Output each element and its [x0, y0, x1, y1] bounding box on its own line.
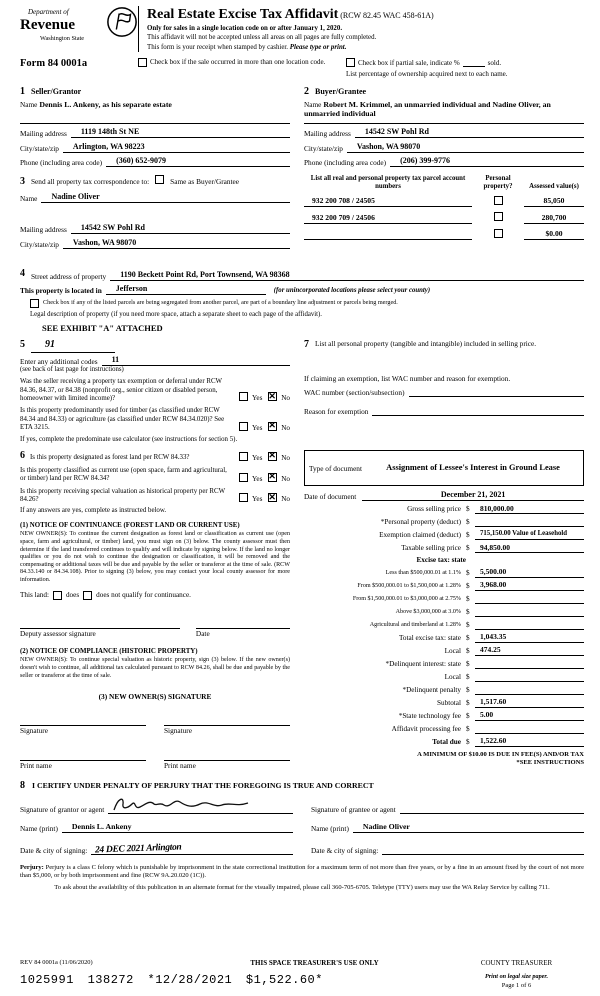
form-title-rcw: (RCW 82.45 WAC 458-61A) — [340, 11, 434, 20]
buyer-heading: Buyer/Grantee — [315, 87, 367, 97]
dollar-sign: $ — [466, 607, 470, 616]
additional-codes-field[interactable]: 11 — [102, 355, 290, 366]
correspondence-name-field[interactable]: Nadine Oliver — [41, 192, 290, 203]
yes-label: Yes — [251, 453, 263, 462]
taxable-selling-price-field[interactable]: 94,850.00 — [475, 543, 584, 554]
exemption-claimed-label: Exemption claimed (deduct) — [379, 531, 461, 540]
header-note-2: This affidavit will not be accepted unless all areas on all pages are fully completed. — [147, 34, 377, 42]
grantee-signature-label: Signature of grantee or agent — [311, 804, 396, 814]
county-treasurer-label: COUNTY TREASURER — [480, 959, 553, 968]
parties-row — [20, 86, 584, 167]
unincorporated-note: (for unincorporated locations please select your county) — [273, 286, 431, 294]
no-checkbox[interactable] — [268, 473, 277, 482]
seller-phone-field[interactable]: (360) 652-9079 — [106, 156, 290, 167]
see-instructions-note: *SEE INSTRUCTIONS — [516, 758, 584, 766]
grantee-print-name-field[interactable] — [353, 822, 584, 833]
taxable-selling-price-label: Taxable selling price — [401, 544, 461, 553]
buyer-name-field[interactable] — [304, 100, 584, 124]
section-3-number: 3 — [20, 176, 25, 188]
grantor-date-city-value: 24 DEC 2021 Arlington — [95, 842, 182, 856]
section-4-number: 4 — [20, 268, 25, 280]
timber-agriculture-question: Is this property predominantly used for timber (as classified under RCW 84.34 and 84.33) or agriculture (as classified under RCW 84.34.020)? See ETA 3215. — [20, 407, 225, 432]
additional-codes-label: Enter any additional codes — [20, 356, 98, 366]
buyer-csz-label: City/state/zip — [304, 143, 343, 153]
no-label: No — [281, 453, 290, 462]
dollar-sign: $ — [466, 646, 470, 655]
dollar-sign: $ — [466, 672, 470, 681]
total-excise-state-label: Total excise tax: state — [399, 633, 461, 642]
certification-section — [20, 780, 584, 855]
excise-tax-panel — [302, 450, 584, 770]
form-title: Real Estate Excise Tax Affidavit — [147, 7, 339, 22]
buyer-phone-label: Phone (including area code) — [304, 158, 387, 168]
signature-label: Signature — [20, 726, 48, 736]
yes-checkbox[interactable] — [239, 422, 248, 431]
compliance-title: (2) NOTICE OF COMPLIANCE (HISTORIC PROPERTY) — [20, 647, 198, 655]
title-block — [138, 6, 584, 52]
location-code-field[interactable]: 91 — [31, 339, 115, 353]
personal-property-checkbox[interactable] — [494, 196, 503, 205]
forest-land-answer — [233, 452, 290, 463]
seller-name-value: Dennis L. Ankeny, as his separate estate — [39, 99, 172, 109]
buyer-name-label: Name — [304, 99, 322, 109]
form-number: Form 84 0001a — [20, 58, 88, 70]
no-checkbox[interactable] — [268, 452, 277, 461]
no-label: No — [281, 394, 290, 403]
section-1-number: 1 — [20, 86, 25, 98]
location-code-section — [20, 339, 302, 444]
yes-label: Yes — [251, 394, 263, 403]
parcel-number-field[interactable]: 932 200 709 / 24506 — [304, 213, 472, 224]
seller-phone-label: Phone (including area code) — [20, 158, 103, 168]
no-checkbox[interactable] — [268, 392, 277, 401]
revenue-wordmark: Revenue — [20, 16, 75, 33]
dept-of-label: Department of — [28, 8, 69, 16]
parcel-row — [304, 212, 584, 223]
delinquent-penalty-field[interactable] — [475, 684, 584, 695]
segregated-checkbox[interactable] — [30, 299, 39, 308]
delinquent-penalty-label: *Delinquent penalty — [402, 685, 461, 694]
bracket-label: From $500,000.01 to $1,500,000 at 1.28% — [357, 583, 461, 590]
parcel-row — [304, 229, 584, 240]
dollar-sign: $ — [466, 659, 470, 668]
forest-land-question: Is this property designated as forest land per RCW 84.33? — [30, 454, 190, 462]
legal-size-note: Print on legal size paper. — [484, 973, 549, 981]
document-type-label: Type of document — [309, 463, 362, 473]
new-owner-print-name-line-2[interactable] — [164, 750, 290, 761]
header — [20, 6, 584, 52]
local-tax-label: Local — [444, 646, 461, 655]
buyer-phone-field[interactable]: (206) 399-9776 — [390, 156, 584, 167]
historic-property-question: Is this property receiving special valuation as historical property per RCW 84.26? — [20, 487, 226, 503]
grantee-print-name-label: Name (print) — [311, 823, 349, 833]
wac-number-label: WAC number (section/subsection) — [304, 388, 405, 398]
section-5-number: 5 — [20, 339, 25, 351]
exemption-deferral-answer — [233, 392, 290, 403]
correspondence-csz-label: City/state/zip — [20, 239, 59, 249]
compliance-text: NEW OWNER(S): To continue special valuation as historic property, sign (3) below. If the new owner(s) doesn't wish to continue, all additional tax calculated pursuant to RCW 84.26, shall be due and payable by the seller or transferor at the time of sale. — [20, 657, 290, 679]
grantee-signature-field[interactable] — [400, 801, 584, 814]
signature-label: Signature — [164, 726, 192, 736]
assessed-value-field[interactable]: 280,700 — [524, 213, 584, 224]
current-use-question: Is this property classified as current use (open space, farm and agricultural, or timber) land per RCW 84.34? — [20, 466, 227, 483]
gross-selling-price-label: Gross selling price — [407, 505, 461, 514]
partial-sale-check — [346, 57, 584, 79]
correspondence-csz-field[interactable]: Vashon, WA 98070 — [63, 238, 290, 249]
exemption-reason-field[interactable] — [372, 405, 584, 416]
no-label: No — [281, 474, 290, 483]
local-tax-field[interactable]: 474.25 — [475, 645, 584, 656]
seller-mailing-label: Mailing address — [20, 129, 67, 139]
historic-property-answer — [233, 493, 290, 504]
grantee-print-name-value: Nadine Oliver — [362, 822, 410, 831]
no-label: No — [281, 495, 290, 504]
personal-property-header: Personal property? — [483, 175, 513, 190]
perjury-notice — [20, 864, 584, 892]
correspondence-name-label: Name — [20, 194, 38, 204]
rev-form-number: REV 84 0001a (11/06/2020) — [20, 959, 93, 967]
grantor-signature-scribble — [110, 794, 260, 816]
buyer-name-value: Robert M. Krimmel, an unmarried individual and Nadine Oliver, an unmarried individual — [304, 99, 551, 119]
parcel-row — [304, 196, 584, 207]
exemption-claimed-field[interactable]: 715,150.00 Value of Leasehold — [475, 530, 584, 541]
same-as-buyer-checkbox[interactable] — [155, 175, 164, 184]
deputy-date-label: Date — [195, 628, 210, 638]
revenue-logo-icon — [106, 6, 138, 38]
yes-label: Yes — [251, 474, 263, 483]
continuance-text: NEW OWNER(S): To continue the current designation as forest land or classification as current use (open space, farm and agricultural, or timber) land, you must sign on (3) below. The county assessor must then determine if the land transferred continues to qualify and will indicate by signing below. If the land no longer qualifies or you do not wish to continue the designation or classification, it will be removed and the compensating or additional taxes will be due and payable by the seller or transferor at the time of sale. (RCW 84.33.140 or 84.34.108). Prior to signing (3) below, you may contact your local county assessor for more information. — [20, 531, 290, 584]
buyer-csz-field[interactable]: Vashon, WA 98070 — [347, 142, 584, 153]
ownership-percentage-note: List percentage of ownership acquired next to each name. — [346, 70, 508, 79]
affidavit-processing-fee-label: Affidavit processing fee — [391, 724, 461, 733]
header-note-3 — [147, 44, 584, 53]
personal-property-heading: List all personal property (tangible and intangible) included in selling price. — [315, 339, 537, 349]
dollar-sign: $ — [466, 531, 470, 540]
designation-tax-row — [20, 450, 584, 770]
multi-location-checkbox[interactable] — [138, 58, 147, 67]
header-note-1: Only for sales in a single location code on or after January 1, 2020. — [147, 24, 343, 32]
seller-mailing-field[interactable]: 1119 148th St NE — [71, 127, 290, 138]
correspondence-mailing-field[interactable]: 14542 SW Pohl Rd — [71, 223, 290, 234]
deputy-date-line[interactable] — [196, 618, 290, 629]
subtotal-label: Subtotal — [437, 698, 461, 707]
grantor-date-city-field[interactable] — [91, 841, 293, 855]
header-note-3b: Please type or print. — [289, 43, 347, 51]
no-checkbox[interactable] — [268, 422, 277, 431]
delinquent-local-field[interactable] — [475, 671, 584, 682]
timber-agriculture-answer — [233, 422, 290, 433]
document-date-field[interactable]: December 21, 2021 — [362, 490, 584, 501]
does-not-label: does not qualify for continuance. — [96, 590, 191, 599]
print-name-label: Print name — [164, 760, 196, 770]
perjury-label: Perjury: — [20, 863, 44, 871]
does-not-checkbox[interactable] — [83, 591, 92, 600]
excise-tax-state-label: Excise tax: state — [416, 555, 466, 564]
correspondence-parcels-row — [20, 175, 584, 261]
yes-checkbox[interactable] — [239, 392, 248, 401]
seller-name-field[interactable] — [20, 100, 290, 124]
total-due-field[interactable]: 1,522.60 — [475, 736, 584, 747]
multi-location-check — [138, 57, 346, 67]
exemption-reason-label: Reason for exemption — [304, 407, 369, 417]
yes-label: Yes — [251, 423, 263, 432]
dollar-sign: $ — [466, 633, 470, 642]
assessed-value-field[interactable]: $0.00 — [524, 229, 584, 240]
state-technology-fee-field[interactable]: 5.00 — [475, 710, 584, 721]
page-number: Page 1 of 6 — [501, 981, 532, 989]
property-section — [20, 268, 584, 333]
dollar-sign: $ — [466, 711, 470, 720]
seller-csz-label: City/state/zip — [20, 143, 59, 153]
dollar-sign: $ — [466, 698, 470, 707]
minimum-fee-note: A MINIMUM OF $10.00 IS DUE IN FEE(S) AND/OR TAX — [417, 750, 584, 758]
dor-logo-block — [20, 6, 138, 52]
new-owner-print-name-line-1[interactable] — [20, 750, 146, 761]
bracket-label: Above $3,000,000 at 3.0% — [395, 609, 461, 616]
exemption-deferral-question: Was the seller receiving a property tax exemption or deferral under RCW 84.36, 84.37, or 84.38 (nonprofit org., senior citizen or disabled person, homeowner with limited income)? — [20, 378, 222, 403]
buyer-mailing-field[interactable]: 14542 SW Pohl Rd — [355, 127, 584, 138]
street-address-field[interactable]: 1190 Beckett Point Rd, Port Townsend, WA 98368 — [110, 270, 584, 281]
codes-personal-property-row — [20, 339, 584, 444]
document-type-value[interactable]: Assignment of Lessee's Interest in Ground Lease — [386, 463, 560, 473]
section-8-number: 8 — [20, 780, 25, 792]
personal-property-deduct-label: *Personal property (deduct) — [380, 518, 461, 527]
new-owner-signature-line-2[interactable] — [164, 715, 290, 726]
partial-sale-label: Check box if partial sale, indicate % — [358, 58, 460, 67]
section-6-number: 6 — [20, 450, 25, 462]
treasurer-stamp: 1025991 138272 *12/28/2021 $1,522.60* — [20, 973, 323, 988]
treasurer-use-only-label: THIS SPACE TREASURER'S USE ONLY — [250, 959, 379, 968]
exemption-claim-note: If claiming an exemption, list WAC number and reason for exemption. — [304, 373, 511, 383]
correspondence-heading: Send all property tax correspondence to: — [31, 177, 150, 187]
document-date-label: Date of document — [304, 492, 357, 502]
county-field[interactable]: Jefferson — [106, 284, 266, 295]
correspondence-section — [20, 175, 302, 261]
document-type-box — [304, 450, 584, 486]
current-use-answer — [233, 473, 290, 484]
seller-csz-field[interactable]: Arlington, WA 98223 — [63, 142, 290, 153]
bracket-label: From $1,500,000.01 to $3,000,000 at 2.75% — [352, 596, 461, 603]
legal-description-value[interactable]: SEE EXHIBIT "A" ATTACHED — [42, 322, 163, 333]
same-as-buyer-label: Same as Buyer/Grantee — [170, 177, 240, 187]
buyer-mailing-label: Mailing address — [304, 129, 351, 139]
grantor-print-name-value: Dennis L. Ankeny — [71, 822, 132, 831]
section-7-number: 7 — [304, 339, 309, 351]
partial-sale-percent-field[interactable] — [463, 59, 485, 67]
bracket-label: Agricultural and timberland at 1.28% — [369, 622, 461, 629]
grantor-signature-field[interactable] — [108, 801, 293, 814]
no-checkbox[interactable] — [268, 493, 277, 502]
located-in-label: This property is located in — [20, 286, 102, 296]
dollar-sign: $ — [466, 737, 470, 746]
legal-description-label: Legal description of property (if you need more space, attach a separate sheet to each page of the affidavit). — [30, 311, 323, 319]
grantee-date-city-field[interactable] — [382, 841, 584, 855]
footer — [20, 959, 584, 990]
certify-heading: I CERTIFY UNDER PENALTY OF PERJURY THAT THE FOREGOING IS TRUE AND CORRECT — [32, 781, 374, 791]
perjury-text: Perjury is a class C felony which is punishable by imprisonment in the state correctional institution for a maximum term of not more than five years, or by a fine in an amount fixed by the court of not more than $5,000, or by both imprisonment and fine (RCW 9A.20.020 (1C)). — [20, 863, 585, 880]
partial-sale-sold-label: sold. — [487, 58, 502, 67]
header-note-3a: This form is your receipt when stamped by cashier. — [147, 43, 289, 51]
form-number-row — [20, 57, 584, 79]
street-address-label: Street address of property — [31, 271, 107, 281]
predominate-use-note: If yes, complete the predominate use calculator (see instructions for section 5). — [20, 435, 238, 443]
grantee-date-city-label: Date & city of signing: — [311, 845, 379, 855]
dollar-sign: $ — [466, 568, 470, 577]
yes-checkbox[interactable] — [239, 452, 248, 461]
partial-sale-checkbox[interactable] — [346, 58, 355, 67]
alternate-format-note: To ask about the availability of this publication in an alternate format for the visually impaired, please call 360-705-6705. Teletype (TTY) users may use the WA Relay Service by calling 711. — [54, 883, 550, 891]
wac-number-field[interactable] — [409, 386, 584, 397]
segregated-label: Check box if any of the listed parcels are being segregated from another parcel, are part of a boundary line adjustment or parcels being merged. — [43, 299, 398, 307]
dollar-sign: $ — [466, 544, 470, 553]
seller-heading: Seller/Grantor — [31, 87, 82, 97]
land-designation-section — [20, 450, 302, 770]
grantor-print-name-label: Name (print) — [20, 823, 58, 833]
wa-state-label: Washington State — [40, 34, 85, 42]
dollar-sign: $ — [466, 620, 470, 629]
does-checkbox[interactable] — [53, 591, 62, 600]
bracket-amount-field[interactable]: 3,968.00 — [475, 580, 584, 591]
no-label: No — [281, 423, 290, 432]
deputy-assessor-signature-line[interactable] — [20, 618, 180, 629]
total-excise-state-field[interactable]: 1,043.35 — [475, 632, 584, 643]
continuance-title: (1) NOTICE OF CONTINUANCE (FOREST LAND OR CURRENT USE) — [20, 521, 240, 529]
dollar-sign: $ — [466, 581, 470, 590]
parcel-number-field[interactable]: 932 200 708 / 24505 — [304, 196, 472, 207]
bracket-amount-field[interactable] — [475, 619, 584, 630]
yes-label: Yes — [251, 495, 263, 504]
land-qualify-row — [20, 591, 290, 600]
affidavit-processing-fee-field[interactable] — [475, 723, 584, 734]
grantor-print-name-field[interactable] — [62, 822, 293, 833]
parcel-number-field[interactable] — [304, 229, 472, 240]
multi-location-label: Check box if the sale occurred in more than one location code. — [150, 58, 326, 67]
bracket-amount-field[interactable] — [475, 593, 584, 604]
subtotal-field[interactable]: 1,517.60 — [475, 697, 584, 708]
parcel-list-header: List all real and personal property tax parcel account numbers — [310, 175, 466, 190]
section-2-number: 2 — [304, 86, 309, 98]
personal-property-deduct-field[interactable] — [475, 517, 584, 528]
does-label: does — [65, 590, 80, 599]
dollar-sign: $ — [466, 685, 470, 694]
dollar-sign: $ — [466, 505, 470, 514]
personal-property-checkbox[interactable] — [494, 212, 503, 221]
delinquent-interest-field[interactable] — [475, 658, 584, 669]
gross-selling-price-field[interactable]: 810,000.00 — [475, 504, 584, 515]
correspondence-mailing-label: Mailing address — [20, 225, 67, 235]
state-technology-fee-label: *State technology fee — [398, 711, 461, 720]
assessed-value-header: Assessed value(s) — [529, 182, 579, 190]
dollar-sign: $ — [466, 724, 470, 733]
personal-property-checkbox[interactable] — [494, 229, 503, 238]
seller-name-label: Name — [20, 99, 38, 109]
delinquent-local-label: Local — [444, 672, 461, 681]
total-due-label: Total due — [432, 737, 461, 746]
new-owners-signature-title: (3) NEW OWNER(S) SIGNATURE — [98, 692, 212, 702]
grantor-date-city-label: Date & city of signing: — [20, 845, 88, 855]
bracket-amount-field[interactable]: 5,500.00 — [475, 567, 584, 578]
deputy-assessor-label: Deputy assessor signature — [20, 628, 96, 638]
personal-property-section — [302, 339, 584, 444]
print-name-label: Print name — [20, 760, 52, 770]
dollar-sign: $ — [466, 518, 470, 527]
codes-instructions-note: (see back of last page for instructions) — [20, 365, 124, 373]
buyer-section — [302, 86, 584, 167]
parcel-table — [302, 175, 584, 261]
yes-checkbox[interactable] — [239, 473, 248, 482]
dollar-sign: $ — [466, 594, 470, 603]
if-yes-note: If any answers are yes, complete as instructed below. — [20, 507, 167, 515]
assessed-value-field[interactable]: 85,050 — [524, 196, 584, 207]
grantor-signature-label: Signature of grantor or agent — [20, 804, 105, 814]
this-land-label: This land: — [20, 590, 49, 599]
seller-section — [20, 86, 302, 167]
new-owner-signature-line-1[interactable] — [20, 715, 146, 726]
delinquent-interest-label: *Delinquent interest: state — [385, 659, 461, 668]
yes-checkbox[interactable] — [239, 493, 248, 502]
bracket-amount-field[interactable] — [475, 606, 584, 617]
bracket-label: Less than $500,000.01 at 1.1% — [385, 570, 461, 577]
